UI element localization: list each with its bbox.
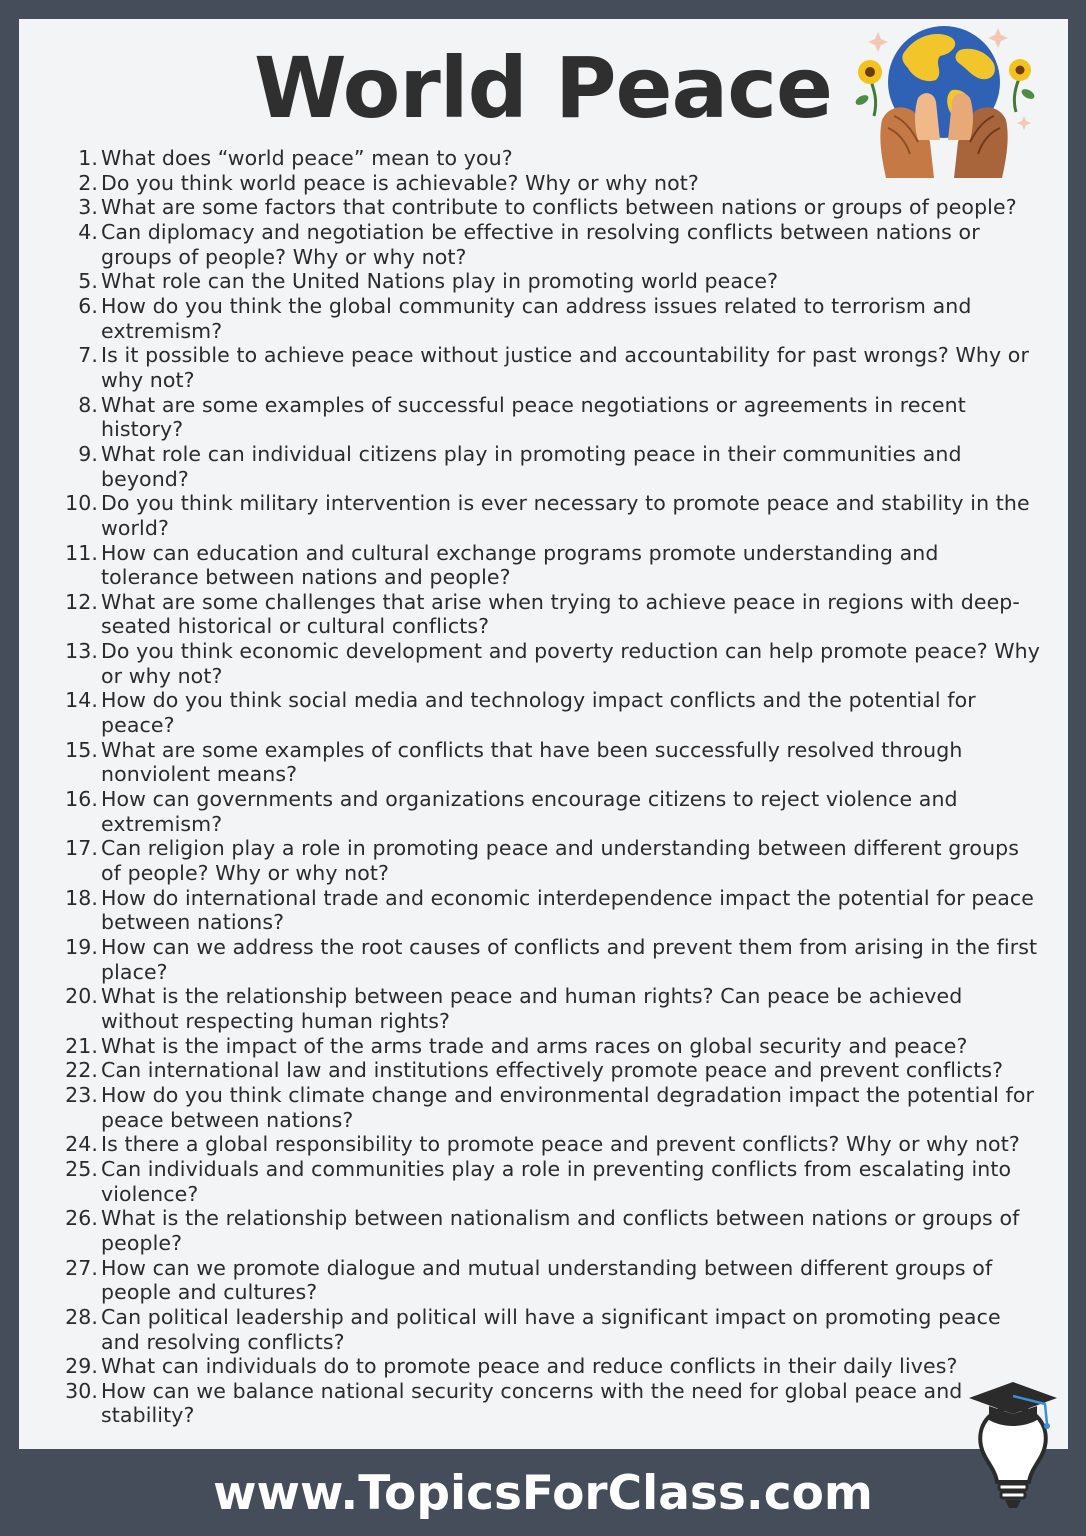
item-text: Can diplomacy and negotiation be effective in resolving conflicts between nations or groups of people? Why or why not? <box>101 219 980 269</box>
list-item <box>0 886 1040 935</box>
item-number: 28. <box>65 1304 98 1329</box>
list-item <box>0 294 1040 343</box>
item-number: 13. <box>65 639 98 664</box>
list-item <box>0 639 1040 688</box>
list-item <box>0 1132 1040 1157</box>
item-text: Do you think economic development and poverty reduction can help promote peace? Why or why not? <box>101 639 1040 688</box>
item-text: How do you think social media and technology impact conflicts and the potential for peace? <box>101 688 976 738</box>
item-number: 7. <box>78 343 98 368</box>
item-number: 21. <box>65 1033 98 1058</box>
list-item <box>0 1305 1040 1354</box>
list-item <box>0 1034 1040 1059</box>
item-number: 8. <box>78 392 98 417</box>
item-number: 12. <box>65 589 98 614</box>
item-text: How do international trade and economic interdependence impact the potential for peace between nations? <box>101 885 1034 935</box>
item-text: What is the relationship between peace and human rights? Can peace be achieved without respecting human rights? <box>101 984 963 1033</box>
list-item <box>0 171 1040 196</box>
list-item <box>0 1379 1040 1428</box>
item-number: 25. <box>65 1156 98 1181</box>
item-text: What are some examples of conflicts that have been successfully resolved through nonviolent means? <box>101 737 963 787</box>
item-text: Do you think military intervention is ever necessary to promote peace and stability in the world? <box>101 491 1030 540</box>
list-item <box>0 343 1040 392</box>
item-number: 16. <box>65 787 98 812</box>
item-text: Can political leadership and political will have a significant impact on promoting peace and resolving conflicts? <box>101 1304 1001 1354</box>
item-text: How can we promote dialogue and mutual understanding between different groups of people and cultures? <box>101 1255 993 1305</box>
item-number: 14. <box>65 688 98 713</box>
list-item <box>0 935 1040 984</box>
list-item <box>0 442 1040 491</box>
list-item <box>0 1058 1040 1083</box>
item-number: 1. <box>78 146 98 170</box>
item-text: How do you think the global community can address issues related to terrorism and extremism? <box>101 293 972 343</box>
list-item <box>0 787 1040 836</box>
question-list <box>0 146 1040 1428</box>
item-number: 2. <box>78 170 98 195</box>
item-text: What does “world peace” mean to you? <box>101 146 513 170</box>
item-text: Can international law and institutions effectively promote peace and prevent conflicts? <box>101 1058 1004 1083</box>
list-item <box>0 836 1040 885</box>
item-number: 19. <box>65 935 98 959</box>
item-text: How can education and cultural exchange programs promote understanding and tolerance between nations and people? <box>101 540 939 590</box>
item-number: 20. <box>65 984 98 1009</box>
item-text: Can individuals and communities play a role in preventing conflicts from escalating into violence? <box>101 1156 1012 1206</box>
item-number: 11. <box>65 540 98 565</box>
item-number: 23. <box>65 1082 98 1107</box>
item-number: 27. <box>65 1255 98 1280</box>
item-text: Is it possible to achieve peace without justice and accountability for past wrongs? Why or why not? <box>101 343 1029 392</box>
item-number: 29. <box>65 1354 98 1379</box>
list-item <box>0 1157 1040 1206</box>
list-item <box>0 146 1040 171</box>
list-item <box>0 1206 1040 1255</box>
list-item <box>0 541 1040 590</box>
item-text: What are some examples of successful peace negotiations or agreements in recent history? <box>101 392 966 442</box>
item-text: What can individuals do to promote peace and reduce conflicts in their daily lives? <box>101 1354 958 1379</box>
list-item <box>0 590 1040 639</box>
list-item <box>0 688 1040 737</box>
list-item <box>0 984 1040 1033</box>
list-item <box>0 195 1040 220</box>
item-text: What are some factors that contribute to conflicts between nations or groups of people? <box>101 195 1017 220</box>
list-item <box>0 1354 1040 1379</box>
item-text: What is the relationship between nationalism and conflicts between nations or groups of people? <box>101 1206 1020 1255</box>
list-item <box>0 220 1040 269</box>
item-text: Can religion play a role in promoting peace and understanding between different groups of people? Why or why not? <box>101 836 1020 886</box>
item-text: How can we balance national security concerns with the need for global peace and stability? <box>101 1378 963 1428</box>
item-number: 22. <box>65 1058 98 1083</box>
item-text: How can governments and organizations encourage citizens to reject violence and extremism? <box>101 787 958 836</box>
list-item <box>0 393 1040 442</box>
item-text: What role can the United Nations play in promoting world peace? <box>101 269 779 294</box>
item-number: 6. <box>78 293 98 318</box>
item-number: 26. <box>65 1206 98 1231</box>
item-text: Do you think world peace is achievable? Why or why not? <box>101 170 699 195</box>
item-text: How do you think climate change and environmental degradation impact the potential for peace between nations? <box>101 1082 1035 1132</box>
page-title: World Peace <box>254 39 832 137</box>
graduation-cap-lightbulb-icon <box>963 1378 1063 1518</box>
item-number: 4. <box>78 219 98 244</box>
item-number: 24. <box>65 1132 98 1157</box>
list-item <box>0 1256 1040 1305</box>
footer-url: www.TopicsForClass.com <box>213 1466 873 1521</box>
list-item <box>0 738 1040 787</box>
item-text: What are some challenges that arise when trying to achieve peace in regions with deep-seated historical or cultural conflicts? <box>101 589 1020 639</box>
item-number: 9. <box>78 441 98 466</box>
list-item <box>0 269 1040 294</box>
item-number: 3. <box>78 195 98 220</box>
item-text: How can we address the root causes of conflicts and prevent them from arising in the first place? <box>101 935 1038 984</box>
item-number: 15. <box>65 737 98 762</box>
item-number: 10. <box>65 491 98 516</box>
item-number: 17. <box>65 836 98 861</box>
item-number: 5. <box>78 269 98 294</box>
item-number: 30. <box>65 1378 98 1403</box>
list-item <box>0 491 1040 540</box>
item-text: What role can individual citizens play in promoting peace in their communities and beyond? <box>101 441 962 491</box>
item-text: Is there a global responsibility to promote peace and prevent conflicts? Why or why not? <box>101 1132 1020 1157</box>
item-text: What is the impact of the arms trade and arms races on global security and peace? <box>101 1033 968 1058</box>
item-number: 18. <box>65 885 98 910</box>
list-item <box>0 1083 1040 1132</box>
